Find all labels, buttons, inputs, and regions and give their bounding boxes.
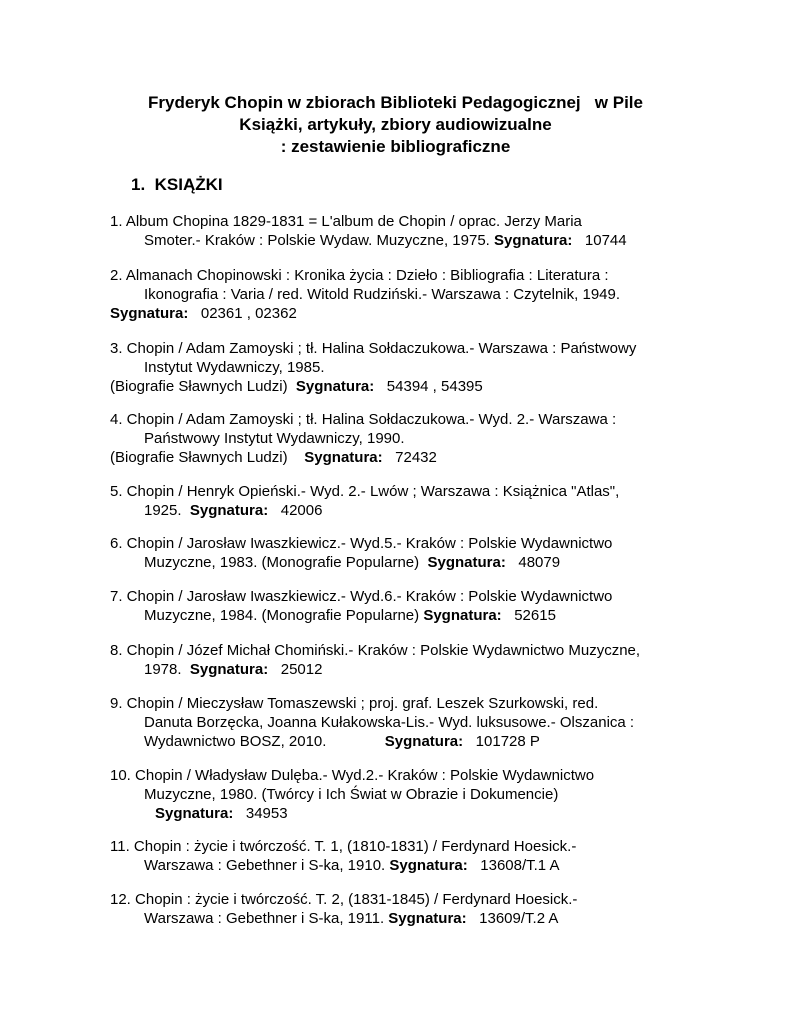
signature-value: 10744 [584, 232, 627, 249]
signature-value: 52615 [514, 607, 556, 624]
signature-value: 34953 [245, 805, 288, 822]
entry-line: Państwowy Instytut Wydawniczy, 1990. [144, 430, 405, 447]
entry-text: Smoter.- Kraków : Polskie Wydaw. Muzyczne, 1975. [144, 232, 495, 249]
bibliography-entry [110, 694, 690, 751]
signature-label: Sygnatura: [189, 661, 269, 678]
entry-line: 4. Chopin / Adam Zamoyski ; tł. Halina Sołdaczukowa.- Wyd. 2.- Warszawa : [110, 411, 617, 428]
signature-label: Sygnatura: [389, 857, 468, 874]
entry-line: 6. Chopin / Jarosław Iwaszkiewicz.- Wyd.5.- Kraków : Polskie Wydawnictwo [110, 535, 613, 552]
entry-line [110, 732, 690, 751]
signature-value: 54394 , 54395 [386, 378, 483, 395]
entry-text: 1978. [144, 661, 190, 678]
entry-line: 10. Chopin / Władysław Dulęba.- Wyd.2.- Kraków : Polskie Wydawnictwo [110, 767, 595, 784]
entry-line: 12. Chopin : życie i twórczość. T. 2, (1831-1845) / Ferdynard Hoesick.- [110, 891, 578, 908]
bibliography-entry [110, 587, 690, 625]
bibliography-entry [110, 534, 690, 572]
signature-value: 48079 [518, 554, 561, 571]
signature-label: Sygnatura: [494, 232, 573, 249]
bibliography-entry [110, 212, 690, 250]
entry-line: 9. Chopin / Mieczysław Tomaszewski ; proj. graf. Leszek Szurkowski, red. [110, 695, 599, 712]
entry-line: 5. Chopin / Henryk Opieński.- Wyd. 2.- Lwów ; Warszawa : Książnica "Atlas", [110, 483, 620, 500]
entry-text: Muzyczne, 1983. (Monografie Popularne) [144, 554, 428, 571]
title-line-3: : zestawienie bibliograficzne [280, 137, 511, 156]
signature-label: Sygnatura: [384, 733, 464, 750]
section-heading [131, 175, 223, 195]
entry-line: 1. Album Chopina 1829-1831 = L'album de Chopin / oprac. Jerzy Maria [110, 213, 582, 230]
bibliography-entry [110, 266, 690, 323]
entry-line: Ikonografia : Varia / red. Witold Rudziński.- Warszawa : Czytelnik, 1949. [144, 286, 621, 303]
entry-text: Muzyczne, 1984. (Monografie Popularne) [144, 607, 424, 624]
section-number: 1. [131, 175, 146, 194]
entry-text: Warszawa : Gebethner i S-ka, 1911. [144, 910, 389, 927]
entry-line: 8. Chopin / Józef Michał Chomiński.- Kraków : Polskie Wydawnictwo Muzyczne, [110, 642, 641, 659]
signature-label: Sygnatura: [304, 449, 383, 466]
bibliography-entry [110, 837, 690, 875]
signature-label: Sygnatura: [388, 910, 467, 927]
signature-value: 42006 [280, 502, 323, 519]
entry-line [110, 553, 690, 572]
signature-value: 02361 , 02362 [200, 305, 297, 322]
entry-line: 3. Chopin / Adam Zamoyski ; tł. Halina Sołdaczukowa.- Warszawa : Państwowy [110, 340, 637, 357]
signature-label: Sygnatura: [423, 607, 502, 624]
entry-line [110, 304, 690, 323]
entry-line [110, 377, 690, 396]
entry-line: Instytut Wydawniczy, 1985. [144, 359, 325, 376]
bibliography-entry [110, 766, 690, 823]
entry-line [110, 804, 690, 823]
entry-line: Danuta Borzęcka, Joanna Kułakowska-Lis.- Wyd. luksusowe.- Olszanica : [144, 714, 635, 731]
entry-text: Warszawa : Gebethner i S-ka, 1910. [144, 857, 390, 874]
signature-value: 101728 P [475, 733, 540, 750]
entry-line: 7. Chopin / Jarosław Iwaszkiewicz.- Wyd.6.- Kraków : Polskie Wydawnictwo [110, 588, 613, 605]
series-note: (Biografie Sławnych Ludzi) [110, 378, 296, 395]
entry-line: Muzyczne, 1980. (Twórcy i Ich Świat w Obrazie i Dokumencie) [144, 786, 559, 803]
signature-label: Sygnatura: [110, 305, 189, 322]
section-title: KSIĄŻKI [154, 175, 223, 194]
document-title [0, 92, 791, 158]
bibliography-entry [110, 410, 690, 467]
entry-line [110, 231, 690, 250]
signature-label: Sygnatura: [295, 378, 375, 395]
signature-label: Sygnatura: [427, 554, 506, 571]
signature-value: 25012 [280, 661, 323, 678]
entry-line [110, 856, 690, 875]
signature-label: Sygnatura: [189, 502, 269, 519]
entry-line [110, 448, 690, 467]
entry-text: 1925. [144, 502, 190, 519]
bibliography-entry [110, 641, 690, 679]
entry-text: Wydawnictwo BOSZ, 2010. [144, 733, 385, 750]
signature-value: 13609/T.2 A [479, 910, 559, 927]
entry-line: 2. Almanach Chopinowski : Kronika życia : Dzieło : Bibliografia : Literatura : [110, 267, 609, 284]
bibliography-entry [110, 890, 690, 928]
bibliography-entry [110, 339, 690, 396]
bibliography-entry [110, 482, 690, 520]
signature-label: Sygnatura: [155, 805, 234, 822]
title-line-1: Fryderyk Chopin w zbiorach Biblioteki Pedagogicznej w Pile [148, 93, 643, 112]
series-note: (Biografie Sławnych Ludzi) [110, 449, 305, 466]
title-line-2: Książki, artykuły, zbiory audiowizualne [239, 115, 552, 134]
signature-value: 72432 [395, 449, 437, 466]
entry-line [110, 606, 690, 625]
entry-line [110, 660, 690, 679]
entry-line: 11. Chopin : życie i twórczość. T. 1, (1810-1831) / Ferdynard Hoesick.- [110, 838, 577, 855]
entry-line [110, 501, 690, 520]
signature-value: 13608/T.1 A [480, 857, 560, 874]
entry-line [110, 909, 690, 928]
